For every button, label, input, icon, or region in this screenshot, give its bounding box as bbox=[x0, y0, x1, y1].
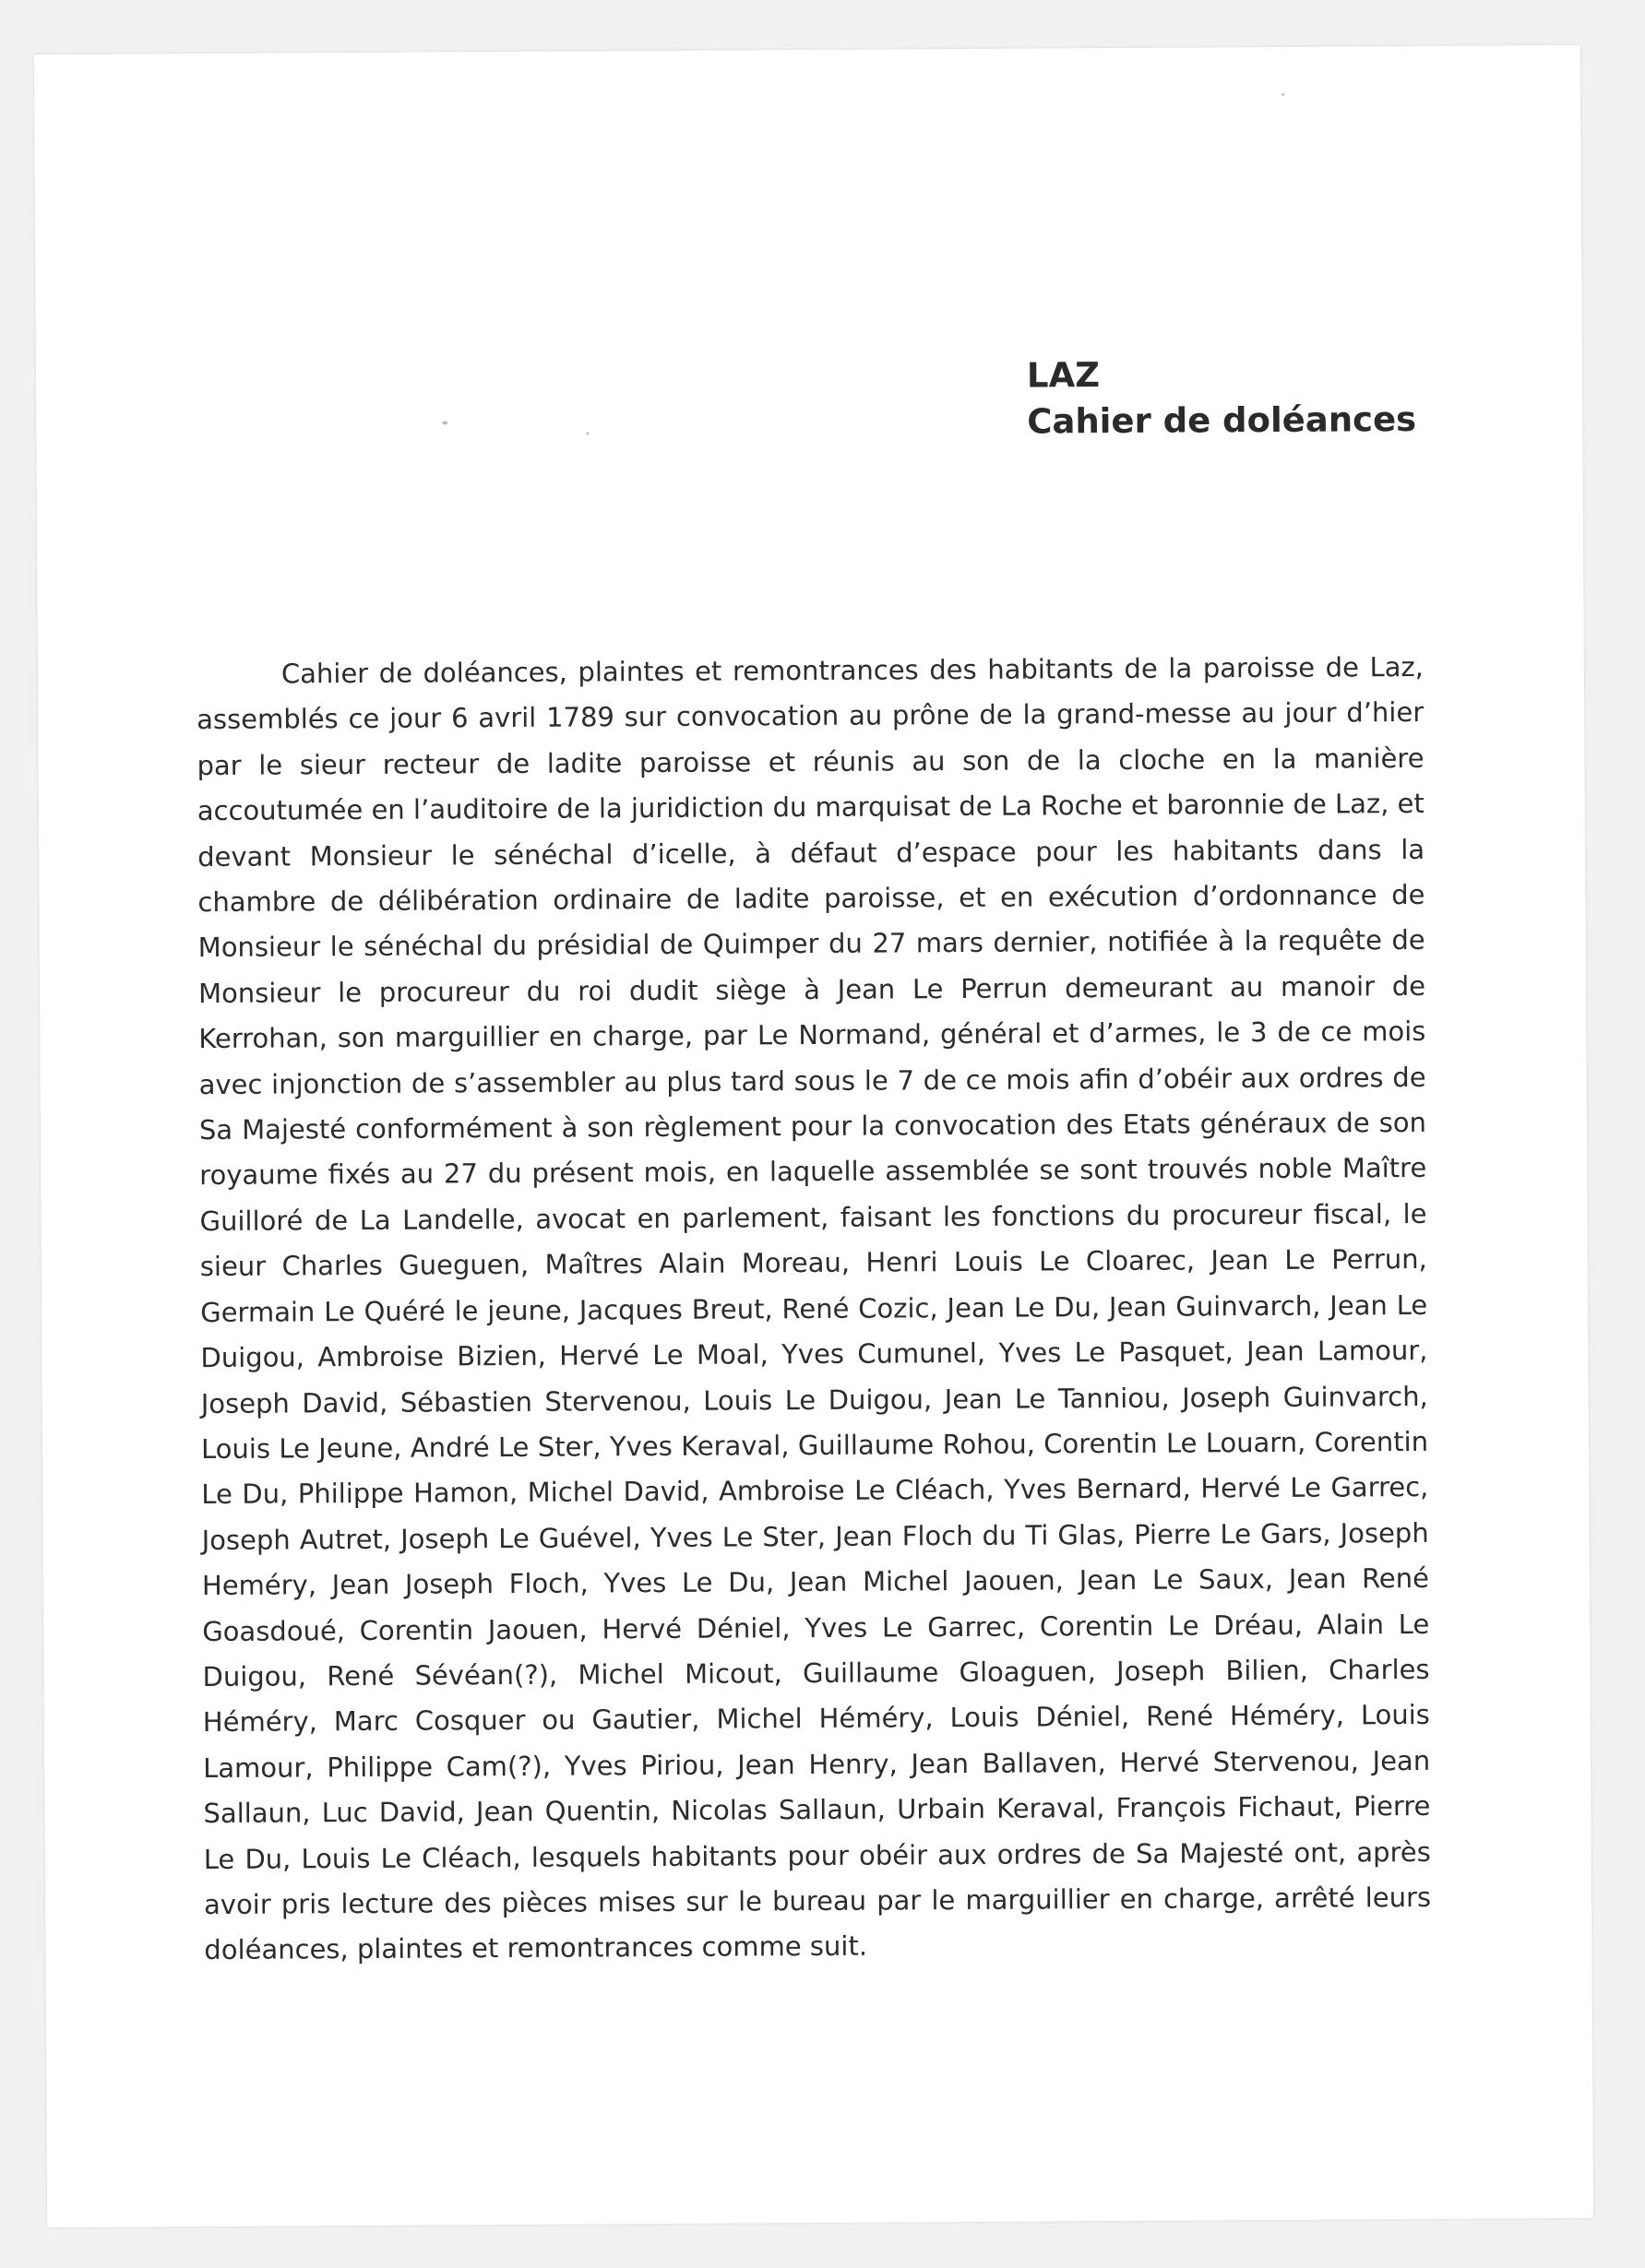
paper-speck bbox=[1281, 93, 1284, 96]
document-title: Cahier de doléances bbox=[1027, 398, 1417, 442]
paper-speck bbox=[442, 421, 447, 424]
place-heading: LAZ bbox=[1026, 355, 1101, 396]
body-paragraph: Cahier de doléances, plaintes et remontrances des habitants de la paroisse de Laz, assemblés ce jour 6 avril 1789 sur convocation au prône de la grand-messe au jour d’hier par le sieur recteur de ladite paroisse et réunis au son de la cloche en la manière accoutumée en l’auditoire de la juridiction du marquisat de La Roche et baronnie de Laz, et devant Monsieur le sénéchal d’icelle, à défaut d’espace pour les habitants dans la chambre de délibération ordinaire de ladite paroisse, et en exécution d’ordonnance de Monsieur le sénéchal du présidial de Quimper du 27 mars dernier, notifiée à la requête de Monsieur le procureur du roi dudit siège à Jean Le Perrun demeurant au manoir de Kerrohan, son marguillier en charge, par Le Normand, général et d’armes, le 3 de ce mois avec injonction de s’assembler au plus tard sous le 7 de ce mois afin d’obéir aux ordres de Sa Majesté conformément à son règlement pour la convocation des Etats généraux de son royaume fixés au 27 du présent mois, en laquelle assemblée se sont trouvés noble Maître Guilloré de La Landelle, avocat en parlement, faisant les fonctions du procureur fiscal, le sieur Charles Gueguen, Maîtres Alain Moreau, Henri Louis Le Cloarec, Jean Le Perrun, Germain Le Quéré le jeune, Jacques Breut, René Cozic, Jean Le Du, Jean Guinvarch, Jean Le Duigou, Ambroise Bizien, Hervé Le Moal, Yves Cumunel, Yves Le Pasquet, Jean Lamour, Joseph David, Sébastien Stervenou, Louis Le Duigou, Jean Le Tanniou, Joseph Guinvarch, Louis Le Jeune, André Le Ster, Yves Keraval, Guillaume Rohou, Corentin Le Louarn, Corentin Le Du, Philippe Hamon, Michel David, Ambroise Le Cléach, Yves Bernard, Hervé Le Garrec, Joseph Autret, Joseph Le Guével, Yves Le Ster, Jean Floch du Ti Glas, Pierre Le Gars, Joseph Heméry, Jean Joseph Floch, Yves Le Du, Jean Michel Jaouen, Jean Le Saux, Jean René Goasdoué, Corentin Jaouen, Hervé Déniel, Yves Le Garrec, Corentin Le Dréau, Alain Le Duigou, René Sévéan(?), Michel Micout, Guillaume Gloaguen, Joseph Bilien, Charles Héméry, Marc Cosquer ou Gautier, Michel Héméry, Louis Déniel, René Héméry, Louis Lamour, Philippe Cam(?), Yves Piriou, Jean Henry, Jean Ballaven, Hervé Stervenou, Jean Sallaun, Luc David, Jean Quentin, Nicolas Sallaun, Urbain Keraval, François Fichaut, Pierre Le Du, Louis Le Cléach, lesquels habitants pour obéir aux ordres de Sa Majesté ont, après avoir pris lecture des pièces mises sur le bureau par le marguillier en charge, arrêté leurs doléances, plaintes et remontrances comme suit. bbox=[197, 650, 1432, 1966]
document-page bbox=[34, 45, 1593, 2227]
document-header bbox=[1027, 350, 1416, 445]
paper-speck bbox=[586, 432, 589, 434]
